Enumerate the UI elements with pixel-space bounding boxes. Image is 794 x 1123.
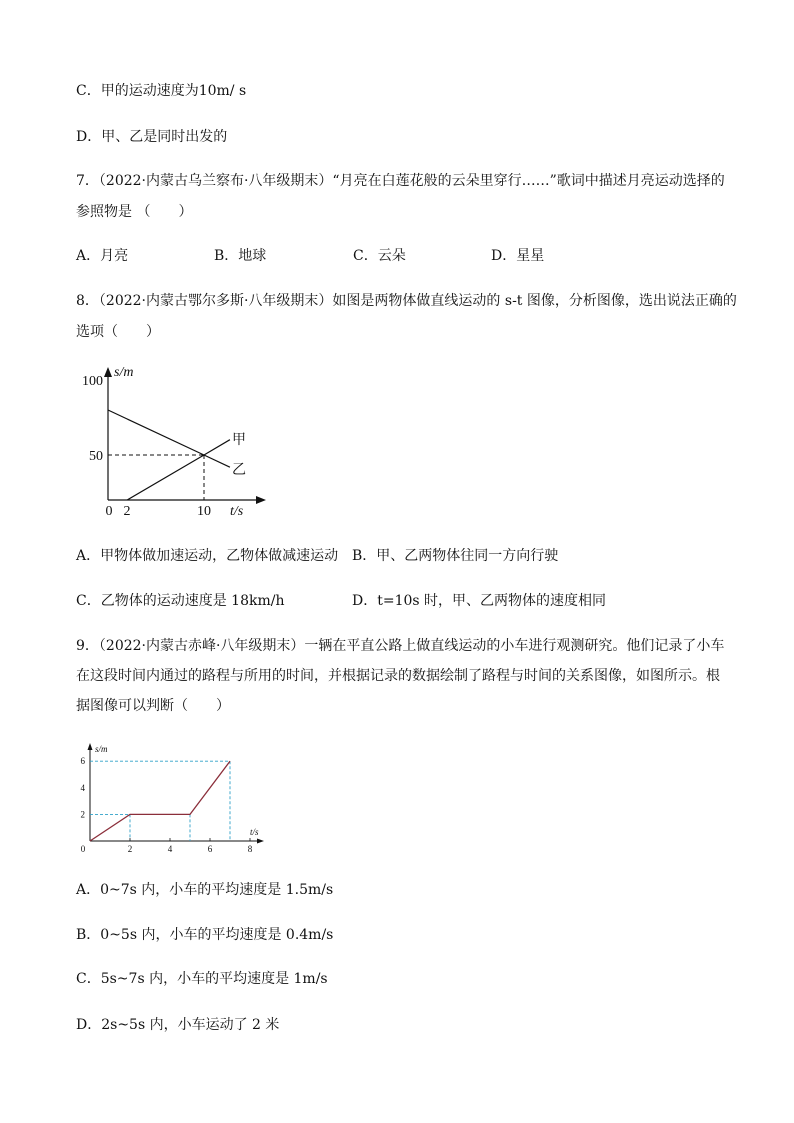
q9-x-arrow-icon	[257, 839, 264, 844]
q9-option-b: B．0~5s 内，小车的平均速度是 0.4m/s	[76, 927, 334, 943]
q8-option-a: A．甲物体做加速运动，乙物体做减速运动	[76, 548, 339, 564]
q9-y-axis-label: s/m	[95, 744, 108, 754]
q9-option-d: D．2s~5s 内，小车运动了 2 米	[76, 1017, 280, 1033]
q9-x-tick-2: 2	[127, 844, 133, 854]
q8-y-axis-label: s/m	[114, 365, 134, 380]
q8-y-tick-100: 100	[82, 374, 103, 389]
q9-option-a: A．0~7s 内，小车的平均速度是 1.5m/s	[76, 882, 334, 898]
q8-stem-line2: 选项（ ）	[76, 324, 160, 340]
q9-stem-line2: 在这段时间内通过的路程与所用的时间，并根据记录的数据绘制了路程与时间的关系图像，如图所示。根	[76, 668, 720, 684]
q7-option-c: C．云朵	[353, 248, 406, 264]
q8-x-axis-label: t/s	[230, 504, 244, 519]
q9-stem-line1: 9．（2022·内蒙古赤峰·八年级期末）一辆在平直公路上做直线运动的小车进行观测研究。他们记录了小车	[76, 638, 725, 654]
q6-option-d: D．甲、乙是同时出发的	[76, 129, 228, 145]
q8-option-b: B．甲、乙两物体往同一方向行驶	[352, 548, 559, 564]
q8-series-jia-line	[127, 440, 230, 500]
q7-option-a: A．月亮	[76, 248, 129, 264]
q7-stem-line1: 7．（2022·内蒙古乌兰察布·八年级期末）“月亮在白莲花般的云朵里穿行……”歌词中描述月亮运动选择的	[76, 173, 725, 189]
q9-x-tick-6: 6	[207, 844, 213, 854]
q8-series-yi-line	[108, 410, 230, 467]
q9-y-arrow-icon	[88, 743, 93, 750]
q7-stem-line2: 参照物是 （ ）	[76, 204, 193, 220]
q9-y-tick-6: 6	[80, 756, 85, 767]
q9-stem-line3: 据图像可以判断（ ）	[76, 698, 230, 714]
q9-x-tick-0: 0	[80, 844, 86, 854]
q8-y-arrow-icon	[104, 367, 112, 377]
q9-option-c: C．5s~7s 内，小车的平均速度是 1m/s	[76, 971, 328, 987]
q9-y-tick-4: 4	[80, 782, 85, 793]
q8-y-tick-50: 50	[89, 449, 103, 464]
q9-x-axis-label: t/s	[250, 827, 259, 837]
q9-st-graph	[70, 738, 270, 858]
q7-option-d: D．星星	[491, 248, 545, 264]
q6-option-c: C．甲的运动速度为10m/ s	[76, 83, 247, 99]
q8-option-c: C．乙物体的运动速度是 18km/h	[76, 593, 285, 609]
q8-st-graph	[70, 362, 270, 522]
q9-series-line	[90, 761, 230, 841]
q9-y-tick-2: 2	[80, 809, 85, 820]
q7-option-b: B．地球	[214, 248, 267, 264]
q8-option-d: D．t=10s 时，甲、乙两物体的速度相同	[352, 593, 607, 609]
q8-stem-line1: 8．（2022·内蒙古鄂尔多斯·八年级期末）如图是两物体做直线运动的 s-t 图像，分析图像，选出说法正确的	[76, 293, 737, 309]
q8-x-tick-2: 2	[123, 504, 131, 519]
q8-series-jia-label: 甲	[232, 433, 246, 448]
q9-x-tick-8: 8	[247, 844, 253, 854]
q8-x-tick-0: 0	[105, 504, 113, 519]
q9-x-tick-4: 4	[167, 844, 173, 854]
q8-x-tick-10: 10	[197, 504, 211, 519]
q8-series-yi-label: 乙	[232, 463, 246, 478]
q8-x-arrow-icon	[256, 496, 266, 504]
